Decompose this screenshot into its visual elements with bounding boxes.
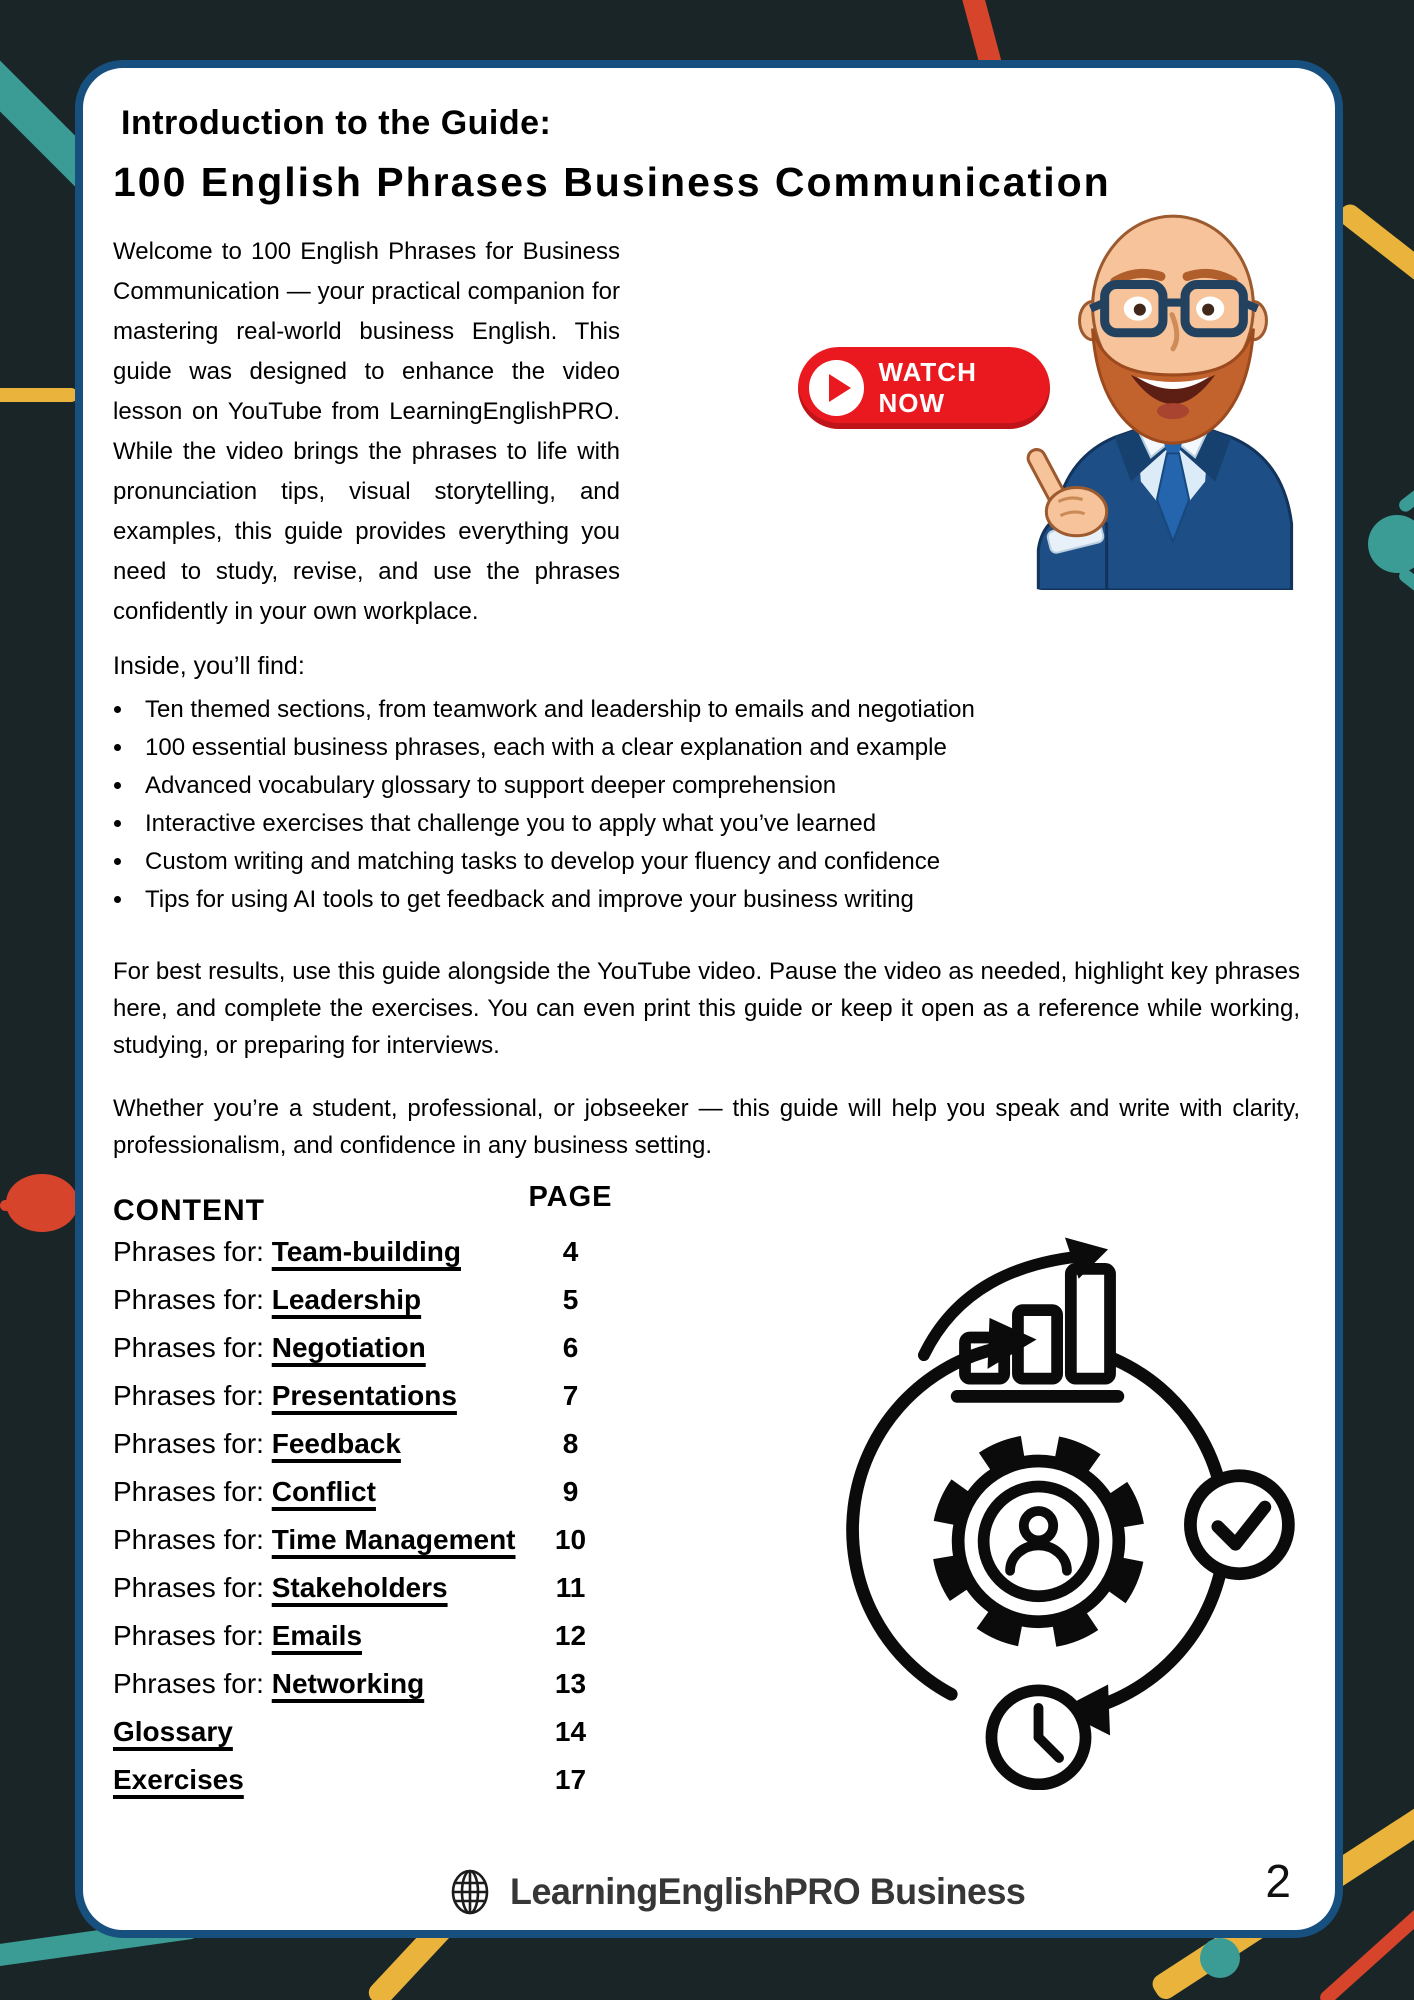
toc-prefix: Phrases for:	[113, 1236, 272, 1268]
toc-topic-link[interactable]: Conflict	[271, 1476, 376, 1508]
toc-topic-link[interactable]: Exercises	[113, 1764, 244, 1796]
footer	[83, 1868, 1335, 1916]
yellow-line-left	[0, 388, 78, 402]
features-list	[135, 691, 1300, 919]
toc-topic-link[interactable]: Leadership	[271, 1284, 422, 1316]
toc-row[interactable]	[113, 1564, 618, 1612]
toc-page-number: 8	[562, 1428, 579, 1460]
toc-page-number: 17	[554, 1764, 587, 1796]
toc-prefix: Phrases for:	[113, 1380, 272, 1412]
toc-row[interactable]	[113, 1516, 618, 1564]
toc-page-number: 14	[554, 1716, 587, 1748]
toc-prefix: Phrases for:	[113, 1428, 272, 1460]
toc-topic-link[interactable]: Team-building	[271, 1236, 461, 1268]
toc-topic-link[interactable]: Feedback	[271, 1428, 401, 1460]
teal-dot-bottom	[1200, 1938, 1240, 1978]
whether-paragraph: Whether you’re a student, professional, or jobseeker — this guide will help you speak and write with clarity, professionalism, and confidence in any business setting.	[113, 1095, 1300, 1160]
toc-row[interactable]	[113, 1756, 618, 1804]
toc-prefix: Phrases for:	[113, 1572, 272, 1604]
gear-person-icon	[930, 1433, 1146, 1649]
toc-row[interactable]	[113, 1468, 618, 1516]
brand-name: LearningEnglishPRO Business	[510, 1871, 1026, 1912]
check-circle-icon	[1190, 1476, 1288, 1574]
toc-page-number: 10	[554, 1524, 587, 1556]
watch-now-label: WATCH NOW	[878, 357, 977, 418]
toc-topic-link[interactable]: Networking	[271, 1668, 425, 1700]
feature-bullet: • Custom writing and matching tasks to develop your fluency and confidence	[135, 843, 1300, 881]
best-results-paragraph: For best results, use this guide alongside the YouTube video. Pause the video as needed, highlight key phrases here, and complete the exercises. You can even print this guide or keep it open as a reference while working, studying, or preparing for interviews.	[113, 958, 1300, 1060]
toc-page-number: 5	[562, 1284, 579, 1316]
toc-page-number: 9	[562, 1476, 579, 1508]
toc-prefix: Phrases for:	[113, 1668, 272, 1700]
toc-row[interactable]	[113, 1372, 618, 1420]
play-icon	[809, 360, 864, 416]
toc-prefix: Phrases for:	[113, 1620, 272, 1652]
feature-bullet: • Ten themed sections, from teamwork and leadership to emails and negotiation	[135, 691, 1300, 729]
toc-topic-link[interactable]: Time Management	[271, 1524, 516, 1556]
page-title-line2: 100 English Phrases Business Communication	[113, 159, 1111, 206]
growth-chart-icon	[924, 1238, 1118, 1397]
watch-now-button[interactable]	[798, 347, 1050, 429]
intro-paragraph: Welcome to 100 English Phrases for Business Communication — your practical companion for mastering real-world business English. This guide was designed to enhance the video lesson on YouTube from LearningEnglishPRO. While the video brings the phrases to life with pronunciation tips, visual storytelling, and examples, this guide provides everything you need to study, revise, and use the phrases confidently in your own workplace.	[113, 238, 620, 626]
toc-page-number: 4	[562, 1236, 579, 1268]
presenter-mascot-image	[1018, 188, 1330, 590]
inside-heading: Inside, you’ll find:	[113, 652, 305, 681]
toc-topic-link[interactable]: Stakeholders	[271, 1572, 448, 1604]
table-of-contents	[113, 1181, 618, 1804]
toc-rows	[113, 1228, 618, 1804]
process-cycle-illustration	[818, 1230, 1308, 1790]
toc-page-number: 13	[554, 1668, 587, 1700]
toc-page-number: 11	[555, 1572, 586, 1604]
feature-bullet: • Advanced vocabulary glossary to support deeper comprehension	[135, 767, 1300, 805]
toc-row[interactable]	[113, 1660, 618, 1708]
toc-prefix: Phrases for:	[113, 1524, 272, 1556]
toc-row[interactable]	[113, 1420, 618, 1468]
teal-node-right	[1368, 515, 1414, 573]
toc-topic-link[interactable]: Emails	[271, 1620, 363, 1652]
feature-bullet: • 100 essential business phrases, each with a clear explanation and example	[135, 729, 1300, 767]
toc-row[interactable]	[113, 1276, 618, 1324]
presenter-mascot-drawing	[1018, 188, 1330, 590]
toc-page-number: 6	[562, 1332, 579, 1364]
toc-prefix: Phrases for:	[113, 1332, 272, 1364]
toc-topic-link[interactable]: Negotiation	[271, 1332, 426, 1364]
document-card	[75, 60, 1343, 1938]
page-number: 2	[1265, 1855, 1291, 1907]
toc-row[interactable]	[113, 1708, 618, 1756]
feature-bullet: • Tips for using AI tools to get feedback and improve your business writing	[135, 881, 1300, 919]
toc-prefix: Phrases for:	[113, 1284, 272, 1316]
globe-icon	[446, 1868, 494, 1916]
toc-page-number: 12	[554, 1620, 587, 1652]
yellow-stripe-right-top	[1335, 200, 1414, 285]
red-node-left	[6, 1174, 78, 1232]
toc-page-number: 7	[562, 1380, 579, 1412]
toc-topic-link[interactable]: Glossary	[113, 1716, 233, 1748]
page-title-line1: Introduction to the Guide:	[121, 104, 552, 142]
teal-line-right-up	[1396, 455, 1414, 514]
toc-row[interactable]	[113, 1324, 618, 1372]
clock-icon	[991, 1690, 1085, 1784]
toc-prefix: Phrases for:	[113, 1476, 272, 1508]
toc-page-header: PAGE	[528, 1181, 613, 1214]
feature-bullet: • Interactive exercises that challenge you to apply what you’ve learned	[135, 805, 1300, 843]
toc-content-header: CONTENT	[113, 1194, 265, 1228]
toc-row[interactable]	[113, 1228, 618, 1276]
toc-topic-link[interactable]: Presentations	[271, 1380, 457, 1412]
teal-line-right-down	[1396, 567, 1414, 626]
toc-row[interactable]	[113, 1612, 618, 1660]
